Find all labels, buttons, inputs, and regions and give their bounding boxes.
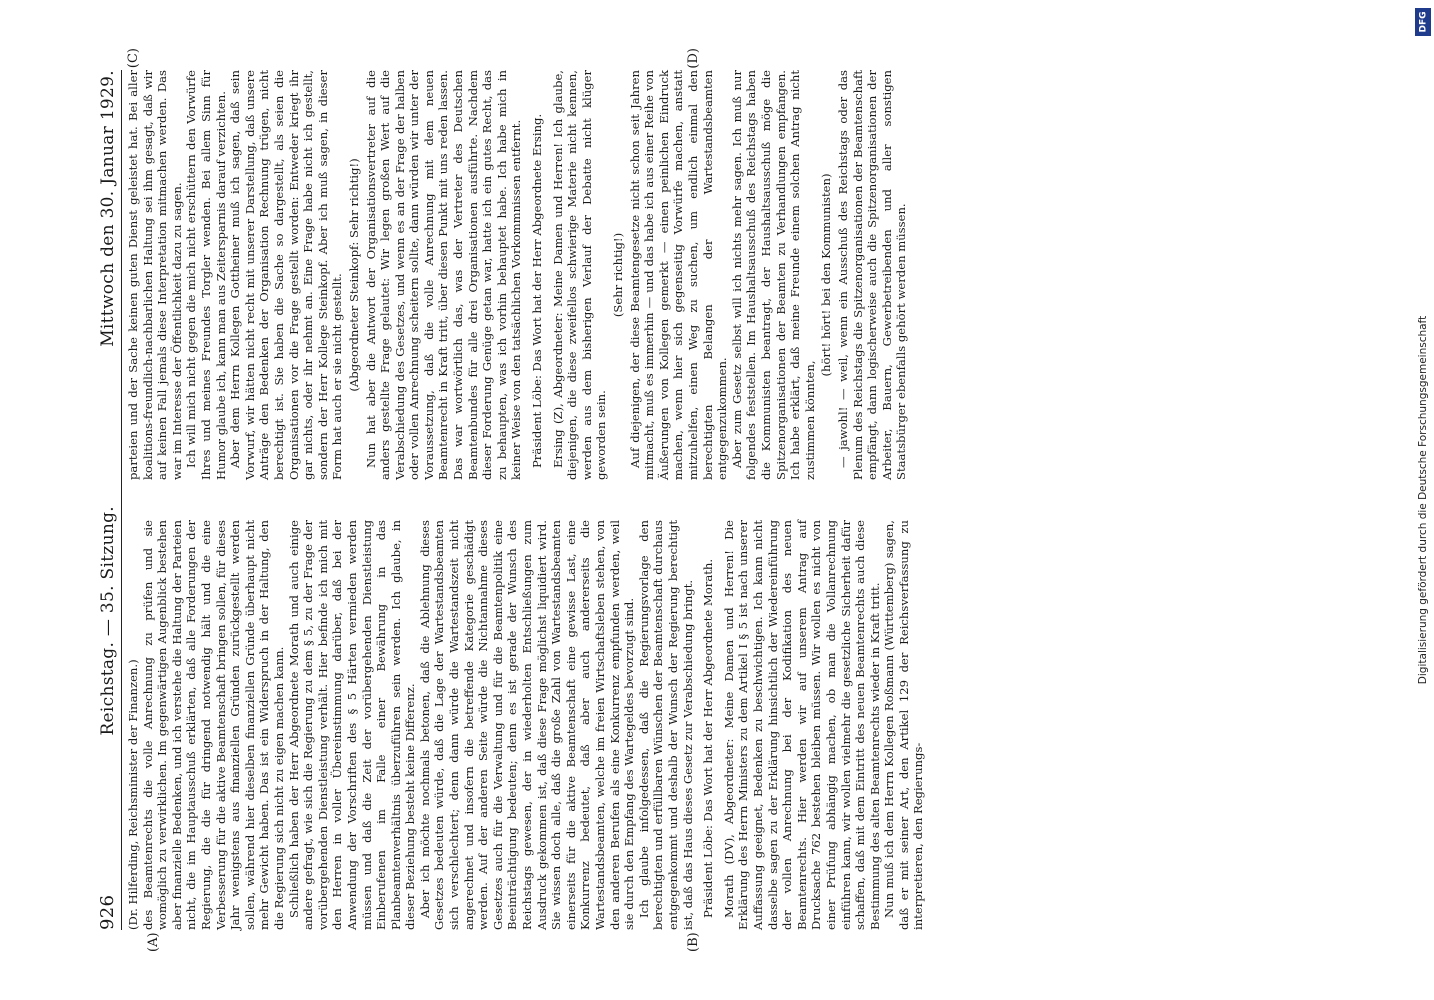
paragraph: Nun muß ich dem Herrn Kollegen Roßmann (Württemberg) sagen, daß er mit seiner Art, den Artikel 129 der Reichsverfassung zu interpretieren, den Regierungs- [882, 520, 926, 930]
paragraph: Auf diejenigen, der diese Beamtengesetze nicht schon seit Jahren mitmacht, muß es immerhin — und das habe ich aus einer Reihe von Äußerungen von Kollegen gemerkt — einen peinlichen Eindruck machen, wenn hier sich gegenseitig Vorwürfe machen, anstatt mitzuhelfen, einen Weg zu suchen, um endlich einmal den berechtigten Belangen der Wartestandsbeamten entgegenzukommen. [627, 70, 730, 480]
dfg-logo-icon: DFG [1415, 8, 1431, 36]
session-title: Reichstag. — 35. Sitzung. [98, 506, 118, 736]
digitization-credit [1412, 8, 1434, 992]
paragraph: Aber zum Gesetz selbst will ich nichts mehr sagen. Ich muß nur folgendes feststellen. Im Haushaltsausschuß des Reichstags haben die Kommunisten beantragt, der Haushaltsausschuß möge die Spitzenorganisationen der Beamten zu Verhandlungen empfangen. Ich habe erklärt, daß meine Freunde einem solchen Antrag nicht zustimmen könnten, [729, 70, 817, 480]
paragraph: des Beamtenrechts die volle Anrechnung zu prüfen und sie womöglich zu verwirklichen. Im gegenwärtigen Augenblick bestehen aber finanzielle Bedenken, und ich verstehe die Haltung der Parteien nicht, die im Hauptausschuß erklärten, daß alle Forderungen der Regierung, die die für dringend notwendig hält und die eine Verbesserung für die aktive Beamtenschaft bringen sollen, für dieses Jahr wenigstens aus finanziellen Gründen zurückgestellt werden sollen, während hier dieselben finanziellen Gründe überhaupt nicht mehr Gewicht haben. Das ist ein Widerspruch in der Haltung, den die Regierung sich nicht zu eigen machen kann. [140, 520, 286, 930]
paragraph: Morath (DV), Abgeordneter: Meine Damen und Herren! Die Erklärung des Herrn Ministers zu dem Artikel I § 5 ist nach unserer Auffassung geeignet, Bedenken zu beschwichtigen. Ich kann nicht dasselbe sagen zu der Erklärung hinsichtlich der Wiedereinführung der vollen Anrechnung bei der Kodifikation des neuen Beamtenrechts. Hier werden wir auf unserem Antrag auf Drucksache 762 bestehen bleiben müssen. Wir wollen es nicht von einer Prüfung abhängig machen, ob man die Vollanrechnung einführen kann, wir wollen vielmehr die gesetzliche Sicherheit dafür schaffen, daß mit dem Eintritt des neuen Beamtenrechts auch diese Bestimmung des alten Beamtenrechts wieder in Kraft tritt. [721, 520, 882, 930]
interjection: (Sehr richtig!) [611, 232, 625, 318]
interjection: (Abgeordneter Steinkopf: Sehr richtig!) [346, 158, 361, 392]
rotated-page-content [97, 48, 1337, 952]
session-date: Mittwoch den 30. Januar 1929. [98, 70, 118, 347]
paragraph: Ich will mich nicht gegen die mich nicht erschüttern den Vorwürfe Ihres und meines Freundes Torgler wenden. Bei allem Sinn für Humor glaube ich, kann man aus Zeitersparnis darauf verzichten. [184, 70, 228, 480]
margin-marker-a: (A) [146, 932, 161, 952]
left-column [126, 520, 926, 930]
paragraph: Nun hat aber die Antwort der Organisationsvertreter auf die anders gestellte Frage gelautet: Wir legen großen Wert auf die Verabschiedung des Gesetzes, und wenn es an der Frage der halben oder vollen Anrechnung scheitern sollte, dann würden wir unter der Voraussetzung, daß die volle Anrechnung mit dem neuen Beamtenrecht in Kraft tritt, über diesen Punkt mit uns reden lassen. Das war wortwörtlich das, was der Vertreter des Deutschen Beamtenbundes für alle drei Organisationen ausführte. Nachdem dieser Forderung Genüge getan war, hatte ich ein gutes Recht, das zu behaupten, was ich vorhin behauptet habe. Ich habe mich in keiner Weise von den tatsächlichen Vorkommnissen entfernt. [363, 70, 524, 480]
margin-marker-d: (D) [686, 48, 701, 69]
president-remark: Präsident Löbe: Das Wort hat der Herr Abgeordnete Morath. [701, 558, 716, 918]
paragraph: Schließlich haben der Herr Abgeordnete Morath und auch einige andere gefragt, wie sich die Regierung zu dem § 5, zu der Frage der vorübergehenden Dienstleistung verhält. Hier befinde ich mich mit den Herren in voller Übereinstimmung darüber, daß bei der Anwendung der Vorschriften des § 5 Härten vermieden werden müssen und daß die Zeit der vorübergehenden Dienstleistung Einberufenen im Falle einer Bewährung in das Planbeamtenverhältnis überzuführen sein werden. Ich glaube, in dieser Beziehung besteht keine Differenz. [286, 520, 418, 930]
margin-marker-c: (C) [126, 48, 141, 69]
paragraph: parteien und der Sache keinen guten Dienst geleistet hat. Bei aller koalitions-freundlich-nachbarlichen Haltung sei ihm gesagt, daß wir auf keinen Fall jemals diese Interpretation mitmachen werden. Das war im Interesse der Öffentlichkeit dazu zu sagen. [126, 70, 184, 480]
paragraph: Ersing (Z), Abgeordneter: Meine Damen und Herren! Ich glaube, diejenigen, die diese zweifellos schwierige Materie nicht kennen, werden aus dem bisherigen Verlauf der Debatte nicht klüger geworden sein. [550, 70, 609, 480]
paragraph: Aber ich möchte nochmals betonen, daß die Ablehnung dieses Gesetzes bedeuten würde, daß die Lage der Wartestandsbeamten sich verschlechtert; denn dann würde die Wartestandszeit nicht angerechnet und insofern die betreffende Kategorie geschädigt werden. Auf der anderen Seite würde die Nichtannahme dieses Gesetzes auch für die Verwaltung und für die Beamtenpolitik eine Beeinträchtigung bedeuten; denn es ist gerade der Wunsch des Reichstags gewesen, der in wiederholten Entschließungen zum Ausdruck gekommen ist, daß diese Frage möglichst liquidiert wird. Sie wissen doch alle, daß die große Zahl von Wartestandsbeamten einerseits für die aktive Beamtenschaft eine gewisse Last, eine Konkurrenz bedeutet, daß aber auch andererseits die Wartestandsbeamten, welche im freien Wirtschaftsleben stehen, von den anderen Berufen als eine Konkurrenz empfunden werden, weil sie durch den Empfang des Wartegeldes bevorzugt sind. [417, 520, 637, 930]
paragraph: — jawohl! — weil, wenn ein Ausschuß des Reichstags oder das Plenum des Reichstags die Spitzenorganisationen der Beamtenschaft empfängt, dann logischerweise auch die Spitzenorganisationen der Arbeiter, Bauern, Gewerbetreibenden und aller sonstigen Staatsbürger ebenfalls gehört werden müssen. [835, 70, 909, 480]
right-column [126, 70, 926, 480]
page-number: 926 [97, 894, 118, 930]
paragraph: Aber dem Herrn Kollegen Gottheiner muß ich sagen, daß sein Vorwurf, wir hätten nicht recht mit unserer Darstellung, daß unsere Anträge den Bedenken der Organisation Rechnung trügen, nicht berechtigt ist. Sie haben die Sache so dargestellt, als seien die Organisationen vor die Frage gestellt worden: Entweder kriegt ihr gar nichts, oder ihr nehmt an. Eine Frage habe nicht ich gestellt, sondern der Herr Kollege Steinkopf. Aber ich muß sagen, in dieser Form hat auch er sie nicht gestellt. [228, 70, 345, 480]
page-header [97, 70, 122, 930]
margin-marker-b: (B) [686, 932, 701, 952]
interjection: (hört! hört! bei den Kommunisten) [819, 173, 834, 377]
text-columns [126, 48, 926, 952]
speaker-note: (Dr. Hilferding, Reichsminister der Finanzen.) [126, 659, 140, 930]
president-remark: Präsident Löbe: Das Wort hat der Herr Abgeordnete Ersing. [530, 113, 545, 468]
paragraph: Ich glaube infolgedessen, daß die Regierungsvorlage den berechtigten und erfüllbaren Wünschen der Beamtenschaft durchaus entgegenkommt und deshalb der Wunsch der Regierung berechtigt ist, daß das Haus dieses Gesetz zur Verabschiedung bringt. [636, 520, 695, 930]
credit-text: Digitalisierung gefördert durch die Deutsche Forschungsgemeinschaft [1417, 315, 1429, 685]
